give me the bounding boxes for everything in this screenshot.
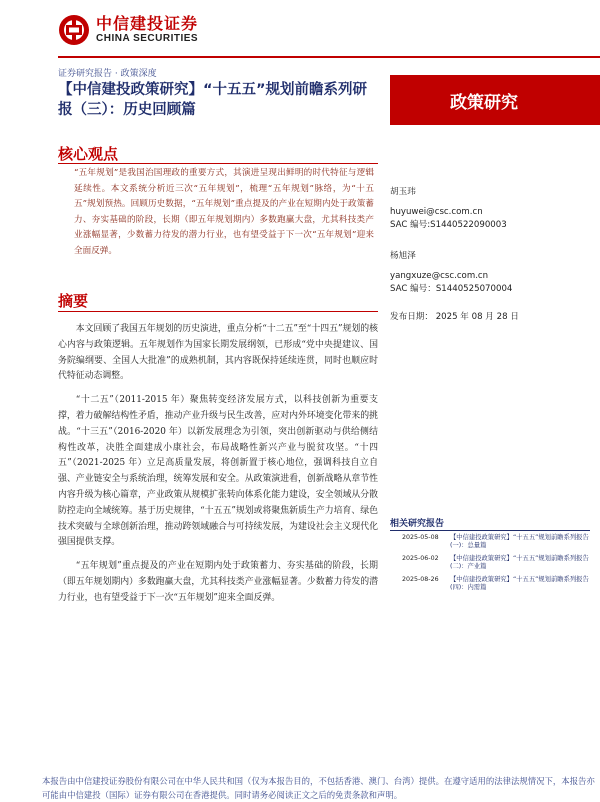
related-reports-list — [390, 534, 590, 597]
related-report-date: 2025-05-08 — [402, 534, 439, 541]
related-reports-divider — [390, 530, 590, 531]
csc-logo-icon — [58, 14, 90, 46]
abstract-heading: 摘要 — [58, 292, 89, 310]
related-report-date: 2025-08-26 — [402, 576, 439, 583]
analyst-sac: SAC 编号：S1440525070004 — [390, 284, 513, 294]
abstract-paragraph: “十二五”（2011-2015 年）聚焦转变经济发展方式，以科技创新为重要支撑，着力破解结构性矛盾，推动产业升级与民生改善，应对内外环境变化带来的挑战。“十三五”（2016-2020 年）以新发展理念为引领，突出创新驱动与供给侧结构性改革，决胜全面建成小康社会，布局战略性新兴产业与脱贫攻坚。“十四五”（2021-2025 年）立足高质量发展，将创新置于核心地位，强调科技自立自强、产业链安全与系统治理，统筹发展和安全。从政策演进看，创新战略从章节性内容升级为核心篇章，产业政策从规模扩张转向体系化能力建设，安全领域从分散防控走向全域统筹。基于历史规律，“十五五”规划或将聚焦新质生产力培育、绿色技术突破与全球创新治理，推动跨领域融合与可持续发展，为建设社会主义现代化强国提供支撑。 — [58, 395, 378, 548]
abstract-divider — [58, 311, 378, 312]
analyst-email[interactable]: yangxuze@csc.com.cn — [390, 270, 489, 281]
header-divider — [58, 56, 600, 58]
related-report-name: 【中信建投政策研究】“十五五”规划前瞻系列报告(二)：产业篇 — [450, 555, 589, 570]
related-report-item[interactable] — [390, 534, 590, 550]
related-reports-heading: 相关研究报告 — [390, 519, 445, 529]
core-views-heading: 核心观点 — [58, 145, 119, 163]
logo-chinese: 中信建投证券 — [96, 14, 199, 33]
report-category: 证券研究报告 · 政策深度 — [58, 69, 157, 79]
section-banner: 政策研究 — [390, 75, 600, 125]
company-logo — [58, 10, 198, 50]
abstract-body — [58, 322, 378, 615]
analyst-block — [390, 250, 512, 297]
footer-disclaimer: 本报告由中信建投证券股份有限公司在中华人民共和国（仅为本报告目的，不包括香港、澳门、台湾）提供。在遵守适用的法律法规情况下，本报告亦可能由中信建投（国际）证券有限公司在香港提供。同时请务必阅读正文之后的免责条款和声明。 — [42, 776, 595, 800]
abstract-paragraph: “五年规划”重点提及的产业在短期内处于政策蓄力、夯实基础的阶段，长期（即五年规划期内）多数跑赢大盘，尤其科技类产业涨幅显著。少数蓄力待发的潜力行业，也有望受益于下一次“五年规划”迎来全面反弹。 — [58, 561, 378, 603]
logo-english: CHINA SECURITIES — [96, 33, 199, 44]
core-views-divider — [58, 163, 378, 164]
related-report-date: 2025-06-02 — [402, 555, 439, 562]
related-report-name: 【中信建投政策研究】“十五五”规划前瞻系列报告(四)：内需篇 — [450, 576, 589, 591]
related-report-item[interactable] — [390, 555, 590, 571]
analyst-block — [390, 186, 507, 233]
analyst-name: 杨旭泽 — [390, 251, 416, 261]
related-report-item[interactable] — [390, 576, 590, 592]
analyst-sac: SAC 编号:S1440522090003 — [390, 220, 507, 230]
publish-date: 发布日期： 2025 年 08 月 28 日 — [390, 312, 519, 322]
core-views-text: “五年规划”是我国治国理政的重要方式，其演进呈现出鲜明的时代特征与逻辑延续性。本文系统分析近三次“五年规划”，梳理“五年规划”脉络，为“十五五”规划预热。回顾历史数据，“五年规划”重点提及的产业在短期内处于政策蓄力、夯实基础的阶段，长期（即五年规划期内）多数跑赢大盘，尤其科技类产业涨幅显著，少数蓄力待发的潜力行业，也有望受益于下一次“五年规划”迎来全面反弹。 — [74, 168, 374, 256]
abstract-paragraph: 本文回顾了我国五年规划的历史演进，重点分析“十二五”至“十四五”规划的核心内容与政策逻辑。五年规划作为国家长期发展纲领，已形成“党中央提建议、国务院编纲要、全国人大批准”的成熟机制，其内容既保持延续连贯，同时也顺应时代特征动态调整。 — [58, 324, 378, 382]
analyst-email[interactable]: huyuwei@csc.com.cn — [390, 206, 483, 217]
analyst-name: 胡玉玮 — [390, 187, 416, 197]
related-report-name: 【中信建投政策研究】“十五五”规划前瞻系列报告(一)：总量篇 — [450, 534, 589, 549]
report-title: 【中信建投政策研究】“十五五”规划前瞻系列研报（三）：历史回顾篇 — [58, 82, 368, 118]
